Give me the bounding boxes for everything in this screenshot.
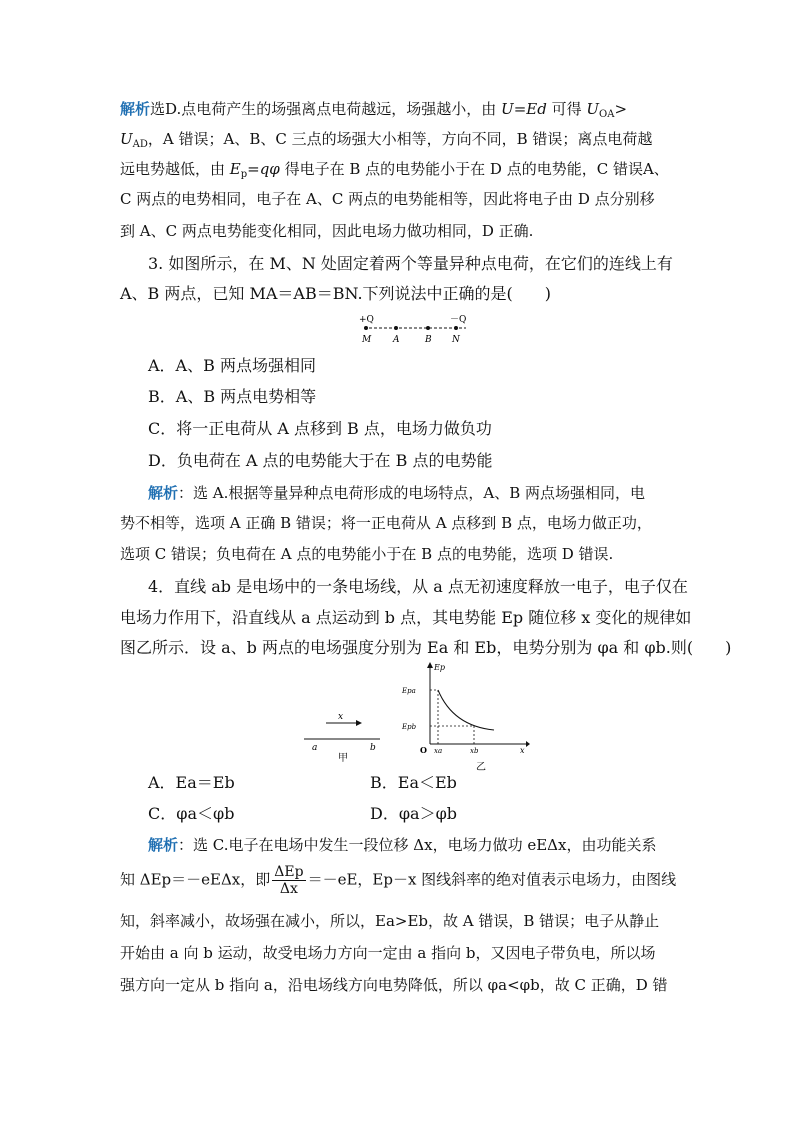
q4-analysis-line-2: 知 ΔEp＝－eEΔx，即 $\frac{\text{ΔEp}}{\Delta x}$ ＝－eE，Ep－x 图线斜率的绝对值表示电场力，由图线	[120, 864, 677, 897]
q4-option-d: D．φa＞φb	[370, 804, 458, 823]
point-N	[454, 326, 458, 330]
yi-epa-label: Epa	[402, 687, 416, 695]
jia-x-label: x	[338, 712, 344, 722]
q3-stem-line-2: A、B 两点，已知 MA＝AB＝BN.下列说法中正确的是( )	[120, 284, 552, 303]
yi-x-label: x	[520, 746, 525, 755]
q4-option-a: A．Ea＝Eb	[148, 773, 235, 792]
ep-curve	[438, 690, 494, 730]
q2-analysis-line-5: 到 A、C 两点电势能变化相同，因此电场力做功相同，D 正确.	[120, 222, 534, 240]
q4-stem-line-3: 图乙所示．设 a、b 两点的电场强度分别为 Ea 和 Eb，电势分别为 φa 和 φb.则( )	[120, 638, 732, 657]
q4-stem-line-1: 4．直线 ab 是电场中的一条电场线，从 a 点无初速度释放一电子，电子仅在	[148, 577, 688, 596]
q2-analysis-line-1: 解析选D.点电荷产生的场强离点电荷越远，场强越小，由 U=Ed 可得 $U_{OA}>$	[120, 100, 628, 120]
pos-charge-label: +Q	[359, 315, 374, 325]
point-B	[426, 326, 430, 330]
q4-figure-jia	[300, 705, 386, 765]
q3-stem-line-1: 3. 如图所示，在 M、N 处固定着两个等量异种点电荷，在它们的连线上有	[148, 254, 673, 273]
q4-option-c: C．φa＜φb	[148, 804, 235, 823]
q4-analysis-line-4: 开始由 a 向 b 运动，故受电场力方向一定由 a 指向 b，又因电子带负电，所以场	[120, 944, 656, 962]
q4-option-b: B．Ea＜Eb	[370, 773, 457, 792]
yi-xa-label: xa	[434, 747, 443, 755]
q3-option-d: D．负电荷在 A 点的电势能大于在 B 点的电势能	[148, 451, 493, 470]
point-A	[394, 326, 398, 330]
q3-analysis-line-2: 势不相等，选项 A 正确 B 错误；将一正电荷从 A 点移到 B 点，电场力做正功，	[120, 514, 652, 532]
q4-analysis-line-1: 解析：选 C.电子在电场中发生一段位移 Δx，电场力做功 eEΔx，由功能关系	[148, 836, 657, 854]
jia-b-label: b	[370, 743, 376, 753]
q4-analysis-line-5: 强方向一定从 b 指向 a，沿电场线方向电势降低，所以 φa<φb，故 C 正确，D 错	[120, 976, 668, 994]
point-M	[364, 326, 368, 330]
fraction: $\frac{\text{ΔEp}}{\Delta x}$	[274, 864, 304, 897]
jia-a-label: a	[312, 743, 318, 753]
label-M: M	[362, 335, 372, 345]
q3-analysis-line-3: 选项 C 错误；负电荷在 A 点的电势能小于在 B 点的电势能，选项 D 错误.	[120, 545, 614, 563]
q3-option-a: A．A、B 两点场强相同	[148, 356, 316, 375]
label-A: A	[393, 335, 400, 345]
label-N: N	[452, 335, 460, 345]
x-axis-arrow-icon	[526, 741, 530, 747]
neg-charge-label: －Q	[450, 315, 467, 325]
q3-analysis-line-1: 解析：选 A.根据等量异种点电荷形成的电场特点，A、B 两点场强相同，电	[148, 484, 646, 502]
q2-analysis-line-2: $U_{AD}$，A 错误；A、B、C 三点的场强大小相等，方向不同，B 错误；离点电荷越	[120, 130, 653, 150]
yi-y-label: Ep	[434, 663, 445, 672]
q4-figure-yi	[398, 660, 530, 772]
analysis-label: 解析	[120, 100, 151, 118]
yi-epb-label: Epb	[402, 723, 417, 731]
q3-option-c: C．将一正电荷从 A 点移到 B 点，电场力做负功	[148, 419, 492, 438]
label-B: B	[425, 335, 432, 345]
arrowhead-icon	[356, 720, 362, 726]
q2-analysis-line-3: 远电势越低，由 $E_p=q\varphi$ 得电子在 B 点的电势能小于在 D 点的电势能，C 错误A、	[120, 160, 669, 180]
q4-stem-line-2: 电场力作用下，沿直线从 a 点运动到 b 点，其电势能 Ep 随位移 x 变化的规律如	[120, 608, 692, 627]
yi-caption: 乙	[476, 762, 486, 772]
q3-option-b: B．A、B 两点电势相等	[148, 387, 317, 406]
yi-origin-label: O	[420, 745, 427, 755]
yi-xb-label: xb	[470, 747, 479, 755]
y-axis-arrow-icon	[427, 662, 433, 668]
q3-figure-charge-line	[350, 312, 480, 346]
q2-analysis-line-4: C 两点的电势相同，电子在 A、C 两点的电势能相等，因此将电子由 D 点分别移	[120, 190, 655, 208]
q4-analysis-line-3: 知，斜率减小，故场强在减小，所以，Ea>Eb，故 A 错误，B 错误；电子从静止	[120, 912, 660, 930]
jia-caption: 甲	[338, 753, 348, 764]
